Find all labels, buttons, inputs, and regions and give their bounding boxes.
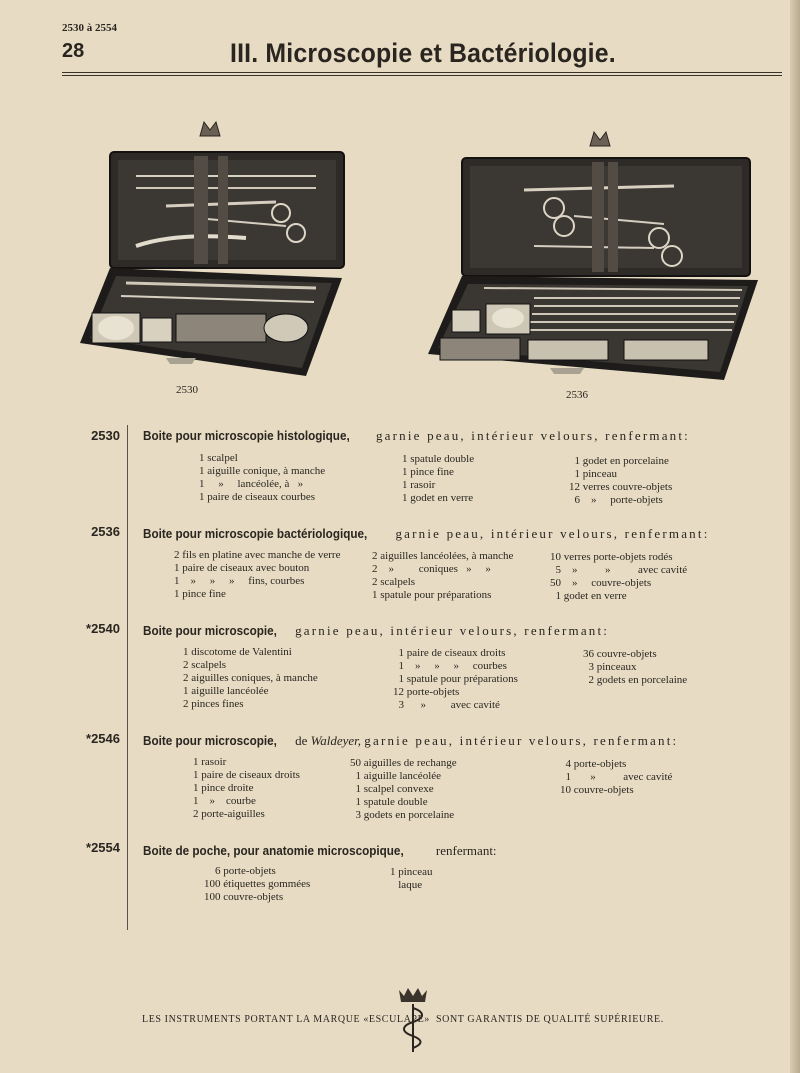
entry-description: garnie peau, intérieur velours, renfermant: — [364, 733, 679, 748]
entry-name: Boite pour microscopie bactériologique, — [143, 526, 368, 541]
entry-description: garnie peau, intérieur velours, renfermant: — [375, 428, 690, 443]
entry-contents-col2: 2 aiguilles lancéolées, à manche 2 » coniques » » 2 scalpels 1 spatule pour préparations — [372, 550, 514, 601]
entry-contents-col2: 1 pinceau laque — [390, 866, 433, 891]
entry-contents-col3: 4 porte-objets 1 » avec cavité 10 couvre-objets — [560, 758, 673, 796]
entry-contents-col3: 1 godet en porcelaine 1 pinceau 12 verres couvre-objets 6 » porte-objets — [569, 455, 673, 506]
entry-heading — [143, 843, 497, 859]
entry-number: 2536 — [91, 524, 120, 539]
entry-contents-col1: 1 discotome de Valentini 2 scalpels 2 aiguilles coniques, à manche 1 aiguille lancéolée 2 pinces fines — [183, 646, 318, 710]
entry-number: 2530 — [91, 428, 120, 443]
entry-contents-col1: 6 porte-objets 100 étiquettes gommées 100 couvre-objets — [204, 865, 311, 903]
entry-heading — [143, 526, 710, 542]
figure-caption-2536: 2536 — [566, 389, 588, 401]
entry-description: renfermant: — [435, 843, 497, 858]
page-number: 28 — [62, 40, 85, 62]
book-spine-shadow — [790, 0, 800, 1073]
entry-divider-line — [127, 425, 128, 930]
footer-text-left: LES INSTRUMENTS PORTANT LA MARQUE «ESCULAPE» — [142, 1014, 430, 1025]
entry-name: Boite pour microscopie, — [143, 733, 277, 748]
entry-contents-col1: 2 fils en platine avec manche de verre 1 paire de ciseaux avec bouton 1 » » » fins, courbes 1 pince fine — [174, 549, 341, 600]
header-rule — [62, 72, 782, 73]
entry-heading — [143, 623, 609, 639]
entry-contents-col1: 1 scalpel 1 aiguille conique, à manche 1 » lancéolée, à » 1 paire de ciseaux courbes — [199, 452, 326, 503]
entry-number: *2540 — [86, 621, 120, 636]
entry-heading — [143, 733, 678, 749]
box-2530-illustration — [76, 118, 346, 383]
entry-heading — [143, 428, 690, 444]
entry-description-prefix: de — [295, 733, 308, 748]
entry-name: Boite de poche, pour anatomie microscopique, — [143, 843, 404, 858]
entry-number: *2554 — [86, 840, 120, 855]
header-rule-2 — [62, 75, 782, 76]
entry-contents-col2: 1 paire de ciseaux droits 1 » » » courbes 1 spatule pour préparations 12 porte-objets 3 » avec cavité — [393, 647, 518, 711]
entry-contents-col3: 10 verres porte-objets rodés 5 » » avec cavité 50 » couvre-objets 1 godet en verre — [550, 551, 688, 602]
esculape-caduceus-logo — [393, 982, 433, 1054]
page-title: III. Microscopie et Bactériologie. — [230, 38, 616, 68]
entry-contents-col1: 1 rasoir 1 paire de ciseaux droits 1 pince droite 1 » courbe 2 porte-aiguilles — [193, 756, 300, 820]
item-range: 2530 à 2554 — [62, 22, 117, 34]
entry-name: Boite pour microscopie, — [143, 623, 277, 638]
entry-number: *2546 — [86, 731, 120, 746]
figure-caption-2530: 2530 — [176, 384, 198, 396]
footer-text-right: SONT GARANTIS DE QUALITÉ SUPÉRIEURE. — [436, 1014, 664, 1025]
entry-description: garnie peau, intérieur velours, renfermant: — [295, 623, 610, 638]
box-2536-illustration — [424, 128, 760, 386]
entry-contents-col3: 36 couvre-objets 3 pinceaux 2 godets en porcelaine — [583, 648, 688, 686]
entry-contents-col2: 50 aiguilles de rechange 1 aiguille lancéolée 1 scalpel convexe 1 spatule double 3 godets en porcelaine — [350, 757, 457, 821]
entry-author: Waldeyer, — [310, 733, 362, 748]
entry-name: Boite pour microscopie histologique, — [143, 428, 350, 443]
entry-description: garnie peau, intérieur velours, renfermant: — [395, 526, 710, 541]
entry-contents-col2: 1 spatule double 1 pince fine 1 rasoir 1 godet en verre — [402, 453, 475, 504]
